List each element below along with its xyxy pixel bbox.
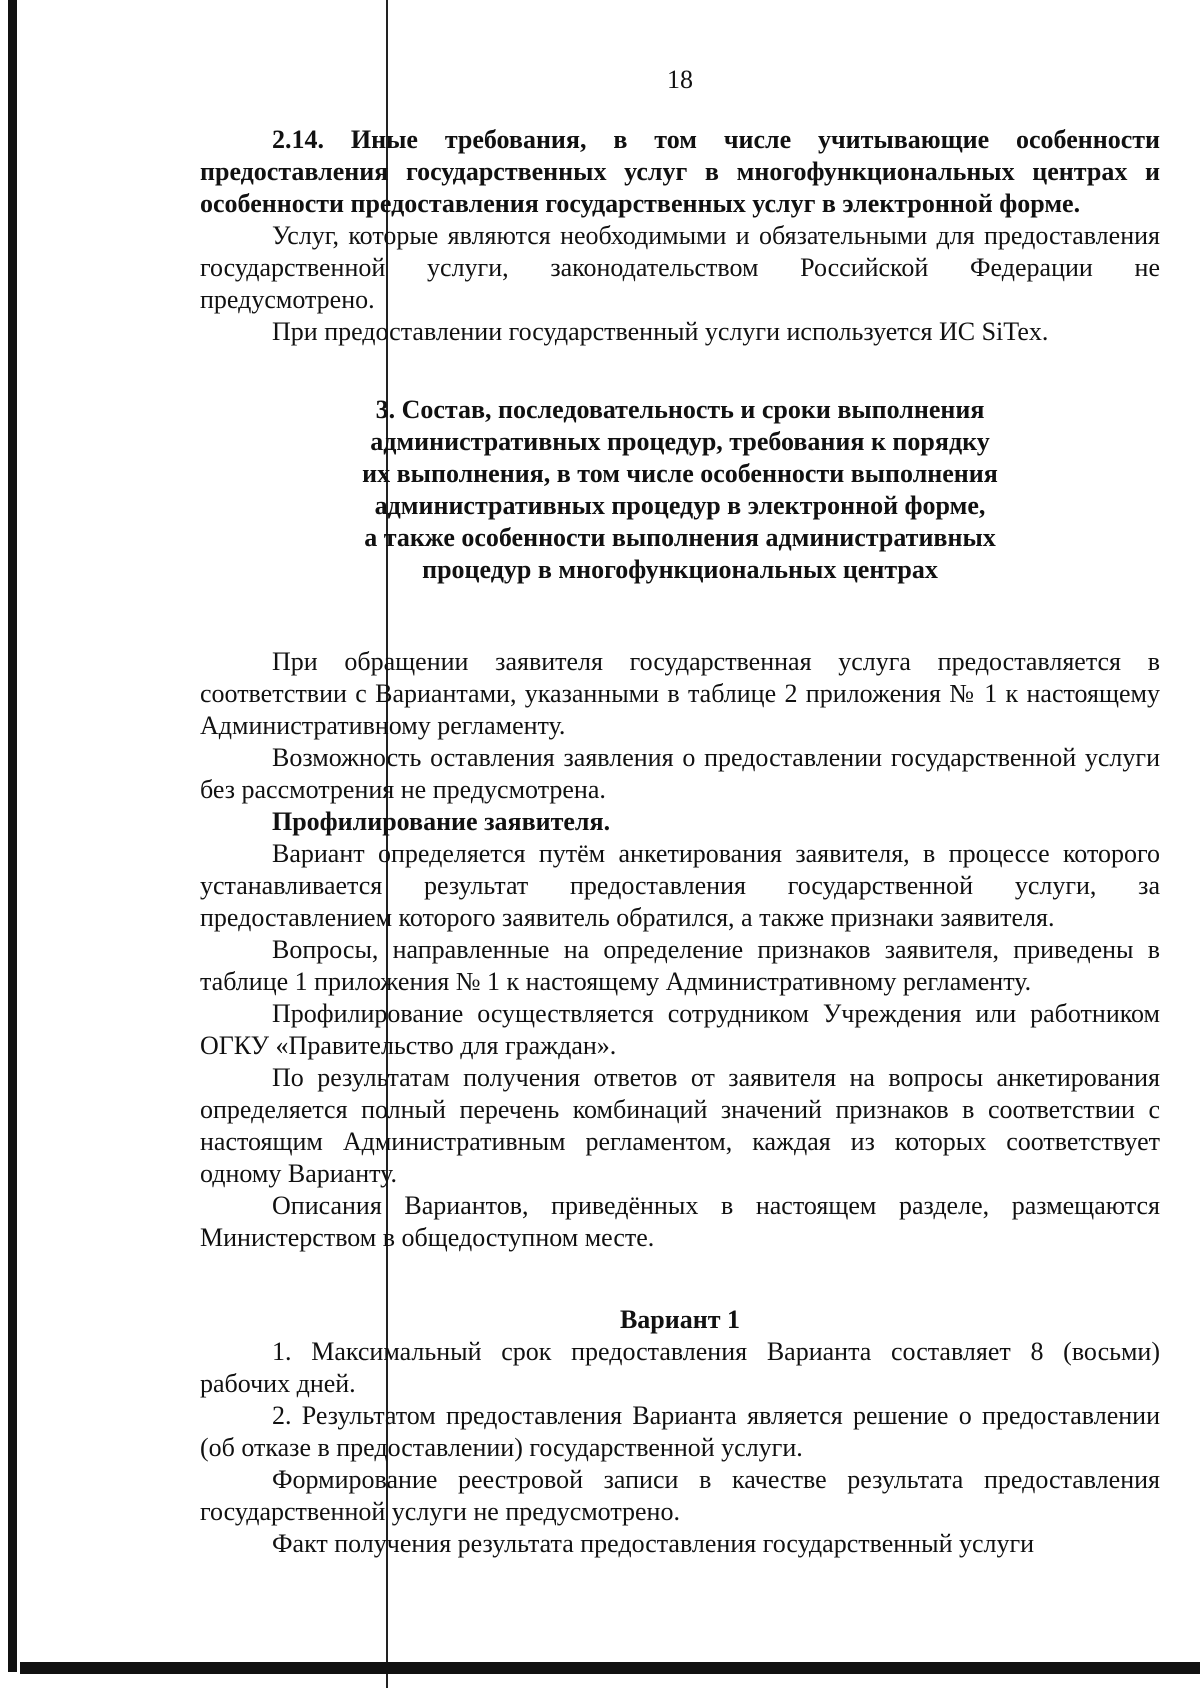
section-3-title-line: административных процедур в электронной форме, [374,491,986,520]
section-3-title-line: их выполнения, в том числе особенности выполнения [362,459,998,488]
section-3-title-line: административных процедур, требования к порядку [370,427,990,456]
paragraph-services: Услуг, которые являются необходимыми и обязательными для предоставления государственной услуги, законодательством Российской Федерации не предусмотрено. [200,221,1160,314]
scan-edge-left [8,0,17,1672]
paragraph-profiling-5: Описания Вариантов, приведённых в настоящем разделе, размещаются Министерством в общедоступном месте. [200,1191,1160,1252]
paragraph-variant-1-item-1: 1. Максимальный срок предоставления Варианта составляет 8 (восьми) рабочих дней. [200,1337,1160,1398]
subhead-profiling: Профилирование заявителя. [272,807,611,836]
paragraph-variant-1-item-2: 2. Результатом предоставления Варианта является решение о предоставлении (об отказе в предоставлении) государственной услуги. [200,1401,1160,1462]
scan-edge-bottom [20,1662,1200,1674]
paragraph-sitex: При предоставлении государственный услуги используется ИС SiTex. [272,317,1049,346]
paragraph-no-leave: Возможность оставления заявления о предоставлении государственной услуги без рассмотрения не предусмотрена. [200,743,1160,804]
paragraph-variant-1-fact: Факт получения результата предоставления государственный услуги [272,1529,1035,1558]
section-3-title [330,394,1030,586]
section-3-title-line: а также особенности выполнения административных [364,523,996,552]
paragraph-profiling-4: По результатам получения ответов от заявителя на вопросы анкетирования определяется полный перечень комбинаций значений признаков в соответствии с настоящим Административным регламентом, каждая из которых соответствует одному Варианту. [200,1063,1160,1188]
document-page [200,64,1160,1560]
paragraph-profiling-1: Вариант определяется путём анкетирования заявителя, в процессе которого устанавливается результат предоставления государственной услуги, за предоставлением которого заявитель обратился, а также признаки заявителя. [200,839,1160,932]
variant-1-title: Вариант 1 [619,1305,741,1334]
paragraph-variant-1-registry: Формирование реестровой записи в качестве результата предоставления государственной услуги не предусмотрено. [200,1465,1160,1526]
section-3-title-line: 3. Состав, последовательность и сроки выполнения [375,395,985,424]
section-3-title-line: процедур в многофункциональных центрах [422,555,938,584]
paragraph-profiling-2: Вопросы, направленные на определение признаков заявителя, приведены в таблице 1 приложения № 1 к настоящему Административному регламенту. [200,935,1160,996]
heading-2-14: 2.14. Иные требования, в том числе учитывающие особенности предоставления государственных услуг в многофункциональных центрах и особенности предоставления государственных услуг в электронной форме. [200,125,1160,218]
paragraph-profiling-3: Профилирование осуществляется сотрудником Учреждения или работником ОГКУ «Правительство для граждан». [200,999,1160,1060]
paragraph-variants: При обращении заявителя государственная услуга предоставляется в соответствии с Вариантами, указанными в таблице 2 приложения № 1 к настоящему Административному регламенту. [200,647,1160,740]
page-number: 18 [667,65,693,94]
